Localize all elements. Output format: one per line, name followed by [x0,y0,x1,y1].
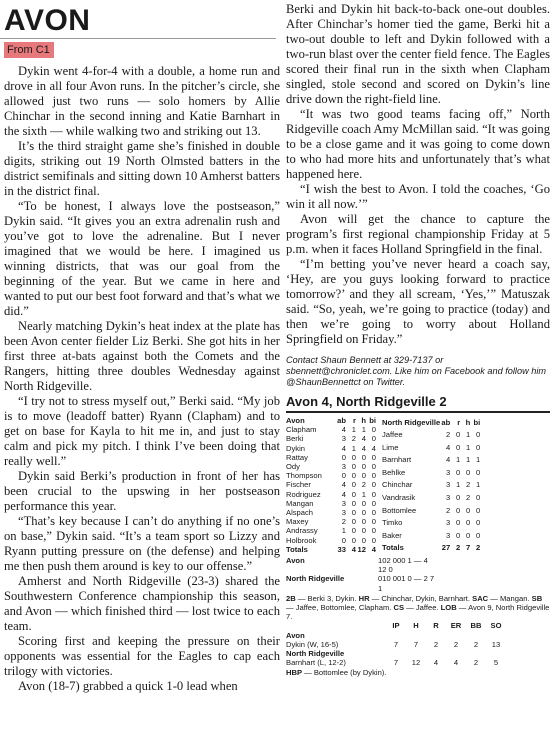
linescore [286,556,550,593]
player-name: Andrassy [286,526,318,536]
stat-header: ab [337,416,346,425]
stat-cell: 3 [341,508,346,518]
stat-cell: 1 [361,425,366,435]
stat-cell: 0 [361,508,366,518]
stat-cell: 0 [371,498,376,508]
stat-cell: 0 [456,505,461,515]
stat-cell: 27 [441,543,451,553]
stat-cell: 7 [393,639,399,649]
stat-cell: 0 [341,452,346,462]
stat-cell: 0 [466,467,471,477]
paragraph: “I’m betting you’ve never heard a coach say, ‘Hey, are you guys looking forward to practice tomorrow?’ and they all scream, ‘Yes,’” Matuszak said. “So, yeah, we’re going to practice (today) and then we’re going to worry about Holland Springfield on Friday.” [286,257,550,346]
stat-cell: 0 [361,517,366,527]
team-name: North Ridgeville [382,417,441,427]
stat-header: bi [369,416,376,425]
stat-cell: 4 [371,443,376,453]
table-row [382,516,480,529]
stat-cell: 2 [466,480,471,490]
table-row [286,517,376,526]
stat-header: h [361,416,366,425]
stat-cell: 2 [433,639,439,649]
table-row [286,444,376,453]
stat-cell: 0 [351,535,356,545]
stat-header: H [413,621,419,631]
table-row [382,504,480,517]
stat-cell: 0 [351,526,356,536]
stat-header: R [433,621,439,631]
stat-cell: 33 [337,544,346,554]
stat-cell: 0 [466,518,471,528]
player-name: Rattay [286,452,308,462]
linescore-score: 010 001 0 — 2 7 1 [378,574,435,593]
table-row [286,536,376,545]
paragraph: “It was two good teams facing off,” North Ridgeville coach Amy McMillan said. “It was going to be a close game and it was going to come down to who had more hits and unfortunately that’s what happened here. [286,107,550,181]
stat-cell: 2 [341,517,346,527]
player-name: Baker [382,530,402,540]
stat-cell: 0 [341,471,346,481]
stat-cell: 0 [456,518,461,528]
table-row [286,453,376,462]
stat-cell: 0 [476,442,481,452]
stat-cell: 1 [351,443,356,453]
stat-cell: 0 [351,508,356,518]
stat-cell: 1 [476,455,481,465]
note-text: — Avon 9, North Ridgeville 7. [286,603,550,622]
player-name: Barnhart [382,455,412,465]
stat-cell: 0 [476,430,481,440]
note-text: — Jaffee. [404,603,441,613]
note-label: SB [531,593,543,603]
stat-cell: 0 [351,489,356,499]
player-name: Jaffee [382,430,403,440]
paragraph: “That’s key because I can’t do anything if no one’s on base,” Dykin said. “It’s a team sport so Lizzy and Ryann putting pressure on (the defense) and helping me then push them around is key to our offense.” [4,514,280,573]
player-name: Rodriguez [286,489,321,499]
paragraph: “To be honest, I always love the postseason,” Dykin said. “It gives you an extra adrenalin rush and you’ve got to love the adrenaline. But I never imagined that we would be here. I imagined us winning districts, that was our goal from the beginning of the year. But we came in here and wanted to put our best foot forward and that’s what we did.” [4,199,280,318]
paragraph: Avon (18-7) grabbed a quick 1-0 lead when [18,679,238,693]
player-name: Alspach [286,508,314,518]
note-text: — Berki 3, Dykin. [295,593,359,603]
stat-cell: 12 [411,658,421,668]
pitching-team-row [286,649,506,658]
right-article-body [286,2,550,347]
stat-cell: 1 [361,489,366,499]
stat-cell: 2 [446,505,451,515]
avon-batting-table [286,416,376,554]
stat-cell: 0 [476,530,481,540]
contact-info: Contact Shaun Bennett at 329-7137 or sbennett@chroniclet.com. Like him on Facebook and follow him @ShaunBennettct on Twitter. [286,355,547,387]
stat-cell: 0 [371,434,376,444]
note-label: CS [393,603,405,613]
stat-cell: 2 [456,543,461,553]
player-name: Dykin [286,443,305,453]
boxscore-title: Avon 4, North Ridgeville 2 [286,394,447,409]
stat-cell: 7 [393,658,399,668]
stat-cell: 4 [446,455,451,465]
stat-cell: 0 [371,508,376,518]
stat-cell: 3 [446,480,451,490]
linescore-team: North Ridgeville [286,574,345,584]
player-name: Holbrook [286,535,317,545]
stat-cell: 0 [466,505,471,515]
stat-cell: 0 [351,498,356,508]
stat-cell: 0 [361,498,366,508]
stat-cell: 0 [476,505,481,515]
stat-cell: 2 [351,434,356,444]
stat-cell: 3 [446,467,451,477]
stat-cell: 4 [351,544,356,554]
stat-cell: 5 [493,658,499,668]
right-column [286,2,550,678]
stat-cell: 0 [456,430,461,440]
linescore-row [286,556,550,574]
table-row [286,490,376,499]
stat-cell: 2 [361,480,366,490]
player-name: Bottomlee [382,505,417,515]
paragraph: Dykin went 4-for-4 with a double, a home run and drove in all four Avon runs. In the pitcher’s circle, she allowed just two runs — solo homers by Allie Chinchar in the second inning and Katie Barnhart in the sixth — while walking two and striking out 13. [4,64,280,138]
stat-cell: 7 [413,639,419,649]
player-name: Timko [382,518,403,528]
stat-cell: 0 [361,535,366,545]
stat-cell: 1 [341,526,346,536]
table-row [286,499,376,508]
pitching-header-row [286,621,506,630]
stat-cell: 2 [446,430,451,440]
stat-cell: 0 [476,518,481,528]
stat-cell: 4 [446,442,451,452]
stat-header: ab [441,417,451,427]
paragraph: Dykin said Berki’s production in front of her has been crucial to the upswing in her postseason performance this year. [4,469,280,513]
stat-cell: 0 [371,462,376,472]
table-row [382,479,480,492]
stat-cell: 0 [371,526,376,536]
stat-cell: 3 [341,434,346,444]
stat-cell: 1 [466,442,471,452]
stat-cell: 3 [446,518,451,528]
table-row [382,466,480,479]
pitching-team-row [286,631,506,640]
stat-cell: 0 [351,462,356,472]
boxscore-rule [286,411,550,413]
stat-cell: 1 [456,455,461,465]
nr-batting-table [382,416,480,554]
table-row [286,425,376,434]
player-name: Clapham [286,425,317,435]
stat-cell: 0 [371,425,376,435]
stat-cell: 0 [351,517,356,527]
stat-cell: 4 [453,658,459,668]
stat-header: SO [490,621,502,631]
player-name: Berki [286,434,304,444]
batting-header-row [382,416,480,429]
left-column [4,6,280,694]
player-name: Thompson [286,471,322,481]
stat-cell: 4 [341,425,346,435]
team-name: Avon [286,416,305,425]
stat-header: IP [392,621,400,631]
stat-cell: 0 [456,530,461,540]
stat-cell: 0 [456,492,461,502]
totals-label: Totals [286,544,308,554]
table-row [286,526,376,535]
stat-cell: 0 [371,535,376,545]
table-row [286,480,376,489]
stat-cell: 3 [341,462,346,472]
stat-cell: 2 [453,639,459,649]
linescore-row [286,574,550,592]
table-row [286,508,376,517]
totals-label: Totals [382,543,404,553]
paragraph: Berki and Dykin hit back-to-back one-out doubles. After Chinchar’s homer tied the game, Berki hit a two-out double to left and Dykin followed with a two-run blast over the center field fence. The Eagles scored their final run in the sixth when Clapham singled, stole second and scored on Dykin’s line drive down the right-field line. [286,2,550,106]
stat-cell: 0 [371,471,376,481]
player-name: Maxey [286,517,309,527]
spacer [286,621,386,630]
stat-cell: 4 [361,434,366,444]
table-row [286,434,376,443]
stat-cell: 0 [351,480,356,490]
note-label: HR [358,593,370,603]
left-article-body [4,64,280,694]
stat-cell: 0 [456,467,461,477]
stat-cell: 7 [466,543,471,553]
pitching-table [286,621,506,667]
stat-header: r [457,417,461,427]
stat-cell: 0 [456,442,461,452]
note-text: — Mangan. [488,593,532,603]
table-row [382,454,480,467]
stat-cell: 0 [361,462,366,472]
stat-cell: 0 [476,492,481,502]
player-name: Vandrasik [382,492,416,502]
stat-cell: 0 [351,452,356,462]
player-name: Behlke [382,467,406,477]
note-label: 2B [286,593,296,603]
stat-cell: 0 [371,452,376,462]
paragraph: Scoring first and keeping the pressure on their opponents was essential for the Eagles to cap each trilogy with victories. [4,634,280,678]
linescore-team: Avon [286,556,305,566]
team-name: North Ridgeville [286,649,345,659]
stat-header: h [465,417,471,427]
stat-cell: 4 [361,443,366,453]
player-name: Lime [382,442,399,452]
stat-cell: 0 [351,471,356,481]
headline: AVON [4,4,91,37]
stat-cell: 0 [466,530,471,540]
stat-header: BB [470,621,482,631]
table-row [382,441,480,454]
table-row [382,429,480,442]
batting-header-row [286,416,376,425]
stat-cell: 0 [341,535,346,545]
stat-cell: 2 [473,639,479,649]
stat-cell: 1 [456,480,461,490]
stat-cell: 1 [466,430,471,440]
hbp-note: HBP — Bottomlee (by Dykin). [286,668,387,678]
stat-cell: 0 [371,489,376,499]
stat-cell: 12 [357,544,366,554]
player-name: Ody [286,462,300,472]
stat-cell: 3 [341,498,346,508]
totals-row [382,541,480,554]
stat-header: bi [473,417,481,427]
linescore-score: 102 000 1 — 4 12 0 [378,556,428,575]
pitcher-name: Barnhart (L, 12-2) [286,658,346,668]
stat-cell: 3 [446,492,451,502]
paragraph: “I wish the best to Avon. I told the coaches, ‘Go win it all now.’” [286,182,550,211]
stat-cell: 13 [491,639,501,649]
stat-cell: 0 [361,471,366,481]
stat-cell: 4 [341,443,346,453]
stat-cell: 4 [341,489,346,499]
table-row [286,462,376,471]
totals-row [286,545,376,554]
note-text: — Jaffee, Bottomlee, Clapham. [286,603,394,613]
paragraph: Amherst and North Ridgeville (23-3) shared the Southwestern Conference championship this season, and Avon — which finished third — lost twice to each team. [4,574,280,633]
stat-cell: 2 [466,492,471,502]
stat-cell: 2 [476,543,481,553]
table-row [382,491,480,504]
table-row [286,640,506,649]
stat-cell: 3 [446,530,451,540]
note-label: LOB [440,603,457,613]
stat-cell: 4 [341,480,346,490]
note-text: — Chinchar, Dykin, Barnhart. [369,593,473,603]
note-label: SAC [472,593,489,603]
paragraph: It’s the third straight game she’s finished in double digits, striking out 19 North Olmsted batters in the district semifinals and sitting down 10 Amherst batters in the district final. [4,139,280,198]
stat-cell: 0 [361,452,366,462]
pitcher-name: Dykin (W, 16-5) [286,639,339,649]
game-notes [286,594,550,622]
player-name: Chinchar [382,480,413,490]
table-row [286,471,376,480]
stat-header: r [353,416,356,425]
stat-cell: 1 [476,480,481,490]
player-name: Mangan [286,498,314,508]
stat-cell: 2 [473,658,479,668]
table-row [286,658,506,667]
stat-cell: 1 [466,455,471,465]
stat-header: ER [450,621,462,631]
boxscore [286,416,550,678]
stat-cell: 0 [476,467,481,477]
team-name: Avon [286,630,305,640]
stat-cell: 0 [371,480,376,490]
jump-tag: From C1 [4,42,54,58]
stat-cell: 1 [351,425,356,435]
table-row [382,529,480,542]
stat-cell: 0 [371,517,376,527]
stat-cell: 4 [371,544,376,554]
stat-cell: 4 [433,658,439,668]
stat-cell: 0 [361,526,366,536]
paragraph: “I try not to stress myself out,” Berki said. “My job is to move (leadoff batter) Ryann (Clapham) and to get on base for Kayla to hit me in, and just to stay calm and pick my pitch. I think I’ve been doing that really well.” [4,394,280,468]
paragraph: Avon will get the chance to capture the program’s first regional championship Friday at 5 p.m. when it faces Holland Springfield in the final. [286,212,550,256]
player-name: Fischer [286,480,311,490]
paragraph: Nearly matching Dykin’s heat index at the plate has been Avon center fielder Liz Berki. She got hits in her first three at-bats against both the Comets and the Rangers, hitting three doubles Wednesday against North Ridgeville. [4,319,280,393]
